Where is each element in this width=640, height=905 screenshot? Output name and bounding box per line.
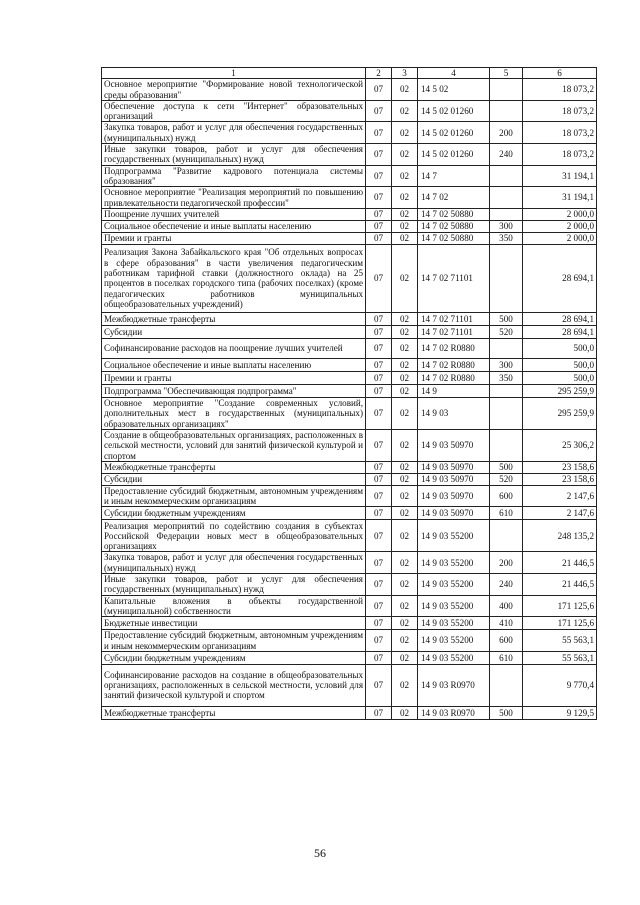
row-name: Социальное обеспечение и иные выплаты населению [102,220,366,232]
row-amount: 2 147,6 [523,485,597,507]
header-cell-amount: 6 [523,68,597,79]
row-section: 07 [366,358,392,371]
table-row [102,79,597,101]
table-row [102,429,597,461]
row-amount: 55 563,1 [523,651,597,664]
row-name: Основное мероприятие "Формирование новой технологической среды образования" [102,79,366,101]
row-section: 07 [366,122,392,144]
row-amount: 500,0 [523,371,597,384]
row-name: Подпрограмма "Обеспечивающая подпрограмма" [102,384,366,397]
row-name: Субсидии [102,325,366,338]
row-name: Поощрение лучших учителей [102,208,366,220]
row-amount: 25 306,2 [523,429,597,461]
row-target-code: 14 9 03 50970 [418,461,490,473]
row-target-code: 14 9 03 50970 [418,473,490,485]
budget-table-body [102,68,597,720]
row-amount: 18 073,2 [523,79,597,101]
row-name: Предоставление субсидий бюджетным, автономным учреждениям и иным некоммерческим организациям [102,485,366,507]
row-subsection: 02 [392,100,418,122]
table-row [102,485,597,507]
row-section: 07 [366,630,392,652]
row-expense-type [490,187,523,209]
row-section: 07 [366,338,392,358]
row-expense-type: 300 [490,358,523,371]
table-row [102,651,597,664]
row-section: 07 [366,520,392,552]
table-row [102,552,597,574]
row-target-code: 14 7 02 R0880 [418,371,490,384]
row-expense-type: 200 [490,552,523,574]
table-row [102,220,597,232]
row-subsection: 02 [392,595,418,617]
row-target-code: 14 9 03 50970 [418,485,490,507]
row-name: Бюджетные инвестиции [102,617,366,630]
row-amount: 500,0 [523,338,597,358]
row-expense-type [490,208,523,220]
row-section: 07 [366,208,392,220]
row-section: 07 [366,144,392,166]
row-name: Социальное обеспечение и иные выплаты населению [102,358,366,371]
row-expense-type: 610 [490,507,523,520]
row-name: Субсидии [102,473,366,485]
table-row [102,520,597,552]
row-expense-type [490,338,523,358]
row-section: 07 [366,397,392,429]
row-name: Иные закупки товаров, работ и услуг для обеспечения государственных (муниципальных) нужд [102,574,366,596]
row-target-code: 14 7 02 R0880 [418,358,490,371]
row-target-code: 14 9 03 55200 [418,574,490,596]
table-row [102,664,597,706]
row-expense-type: 610 [490,651,523,664]
row-target-code: 14 7 [418,165,490,187]
header-cell-expense-type: 5 [490,68,523,79]
row-section: 07 [366,325,392,338]
row-amount: 500,0 [523,358,597,371]
row-subsection: 02 [392,312,418,325]
row-section: 07 [366,617,392,630]
row-section: 07 [366,244,392,312]
row-subsection: 02 [392,144,418,166]
row-subsection: 02 [392,507,418,520]
row-section: 07 [366,371,392,384]
table-row [102,617,597,630]
table-row [102,358,597,371]
row-name: Капитальные вложения в объекты государственной (муниципальной) собственности [102,595,366,617]
row-amount: 55 563,1 [523,630,597,652]
row-target-code: 14 7 02 50880 [418,208,490,220]
row-subsection: 02 [392,485,418,507]
row-section: 07 [366,552,392,574]
row-name: Закупка товаров, работ и услуг для обеспечения государственных (муниципальных) нужд [102,122,366,144]
row-name: Субсидии бюджетным учреждениям [102,651,366,664]
row-section: 07 [366,165,392,187]
table-row [102,574,597,596]
row-target-code: 14 7 02 R0880 [418,338,490,358]
row-amount: 21 446,5 [523,552,597,574]
row-section: 07 [366,574,392,596]
row-section: 07 [366,429,392,461]
row-section: 07 [366,384,392,397]
row-subsection: 02 [392,232,418,244]
row-target-code: 14 9 [418,384,490,397]
row-amount: 23 158,6 [523,473,597,485]
table-row [102,397,597,429]
row-expense-type: 600 [490,485,523,507]
row-amount: 28 694,1 [523,325,597,338]
row-expense-type: 240 [490,144,523,166]
row-expense-type: 500 [490,706,523,719]
row-name: Основное мероприятие "Реализация мероприятий по повышению привлекательности педагогической профессии" [102,187,366,209]
row-target-code: 14 5 02 01260 [418,144,490,166]
row-expense-type [490,165,523,187]
table-row [102,706,597,719]
row-section: 07 [366,595,392,617]
row-name: Межбюджетные трансферты [102,461,366,473]
row-expense-type [490,384,523,397]
row-subsection: 02 [392,244,418,312]
row-target-code: 14 9 03 50970 [418,507,490,520]
row-subsection: 02 [392,187,418,209]
row-subsection: 02 [392,574,418,596]
row-subsection: 02 [392,461,418,473]
table-row [102,630,597,652]
row-section: 07 [366,651,392,664]
row-target-code: 14 9 03 50970 [418,429,490,461]
table-row [102,461,597,473]
header-cell-name: 1 [102,68,366,79]
row-subsection: 02 [392,358,418,371]
row-amount: 171 125,6 [523,617,597,630]
row-subsection: 02 [392,552,418,574]
table-row [102,595,597,617]
row-amount: 23 158,6 [523,461,597,473]
row-subsection: 02 [392,520,418,552]
header-row [102,68,597,79]
row-amount: 248 135,2 [523,520,597,552]
row-amount: 295 259,9 [523,397,597,429]
table-row [102,371,597,384]
row-expense-type: 300 [490,220,523,232]
row-amount: 2 000,0 [523,232,597,244]
row-target-code: 14 5 02 [418,79,490,101]
row-target-code: 14 7 02 [418,187,490,209]
row-expense-type: 350 [490,371,523,384]
row-target-code: 14 7 02 71101 [418,312,490,325]
row-name: Иные закупки товаров, работ и услуг для обеспечения государственных (муниципальных) нужд [102,144,366,166]
row-name: Закупка товаров, работ и услуг для обеспечения государственных (муниципальных) нужд [102,552,366,574]
row-name: Предоставление субсидий бюджетным, автономным учреждениям и иным некоммерческим организациям [102,630,366,652]
header-cell-target-code: 4 [418,68,490,79]
row-expense-type [490,664,523,706]
row-expense-type: 410 [490,617,523,630]
row-target-code: 14 7 02 50880 [418,220,490,232]
row-subsection: 02 [392,429,418,461]
row-name: Реализация Закона Забайкальского края "Об отдельных вопросах в сфере образования" в части увеличения педагогическим работникам тарифной ставки (должностного оклада) на 25 процентов в поселках городского типа (рабочих поселках) (кроме педагогических работников муниципальных общеобразовательных учреждений) [102,244,366,312]
row-expense-type: 520 [490,473,523,485]
row-subsection: 02 [392,397,418,429]
table-row [102,122,597,144]
row-section: 07 [366,485,392,507]
row-target-code: 14 9 03 55200 [418,651,490,664]
budget-table [101,67,597,720]
row-subsection: 02 [392,208,418,220]
row-expense-type: 400 [490,595,523,617]
row-section: 07 [366,220,392,232]
row-name: Софинансирование расходов на поощрение лучших учителей [102,338,366,358]
row-target-code: 14 5 02 01260 [418,100,490,122]
row-expense-type [490,79,523,101]
row-amount: 9 129,5 [523,706,597,719]
row-name: Основное мероприятие "Создание современных условий, дополнительных мест в государственных (муниципальных) образовательных организациях" [102,397,366,429]
row-expense-type [490,397,523,429]
row-amount: 18 073,2 [523,122,597,144]
row-target-code: 14 7 02 71101 [418,244,490,312]
row-target-code: 14 5 02 01260 [418,122,490,144]
row-subsection: 02 [392,664,418,706]
row-subsection: 02 [392,384,418,397]
row-expense-type [490,100,523,122]
row-expense-type: 520 [490,325,523,338]
table-row [102,473,597,485]
row-subsection: 02 [392,630,418,652]
table-row [102,312,597,325]
row-expense-type [490,520,523,552]
row-target-code: 14 9 03 55200 [418,617,490,630]
row-subsection: 02 [392,617,418,630]
row-subsection: 02 [392,122,418,144]
row-amount: 28 694,1 [523,312,597,325]
row-target-code: 14 9 03 [418,397,490,429]
table-row [102,187,597,209]
row-expense-type: 350 [490,232,523,244]
table-row [102,325,597,338]
row-subsection: 02 [392,165,418,187]
row-amount: 18 073,2 [523,100,597,122]
row-section: 07 [366,232,392,244]
row-expense-type: 240 [490,574,523,596]
row-section: 07 [366,187,392,209]
row-section: 07 [366,79,392,101]
row-expense-type: 500 [490,461,523,473]
table-row [102,100,597,122]
row-amount: 9 770,4 [523,664,597,706]
row-target-code: 14 9 03 55200 [418,595,490,617]
row-expense-type: 600 [490,630,523,652]
row-amount: 295 259,9 [523,384,597,397]
row-section: 07 [366,507,392,520]
row-subsection: 02 [392,338,418,358]
row-section: 07 [366,664,392,706]
row-amount: 28 694,1 [523,244,597,312]
row-expense-type [490,244,523,312]
row-expense-type: 200 [490,122,523,144]
row-name: Реализация мероприятий по содействию создания в субъектах Российской Федерации новых мест в общеобразовательных организациях [102,520,366,552]
page-number: 56 [314,846,326,860]
row-name: Межбюджетные трансферты [102,312,366,325]
row-name: Премии и гранты [102,232,366,244]
row-amount: 171 125,6 [523,595,597,617]
row-name: Субсидии бюджетным учреждениям [102,507,366,520]
row-expense-type [490,429,523,461]
row-target-code: 14 9 03 R0970 [418,706,490,719]
row-target-code: 14 9 03 R0970 [418,664,490,706]
table-row [102,244,597,312]
row-section: 07 [366,706,392,719]
row-name: Межбюджетные трансферты [102,706,366,719]
row-amount: 2 000,0 [523,220,597,232]
row-amount: 2 000,0 [523,208,597,220]
row-amount: 21 446,5 [523,574,597,596]
row-subsection: 02 [392,706,418,719]
row-subsection: 02 [392,371,418,384]
row-amount: 2 147,6 [523,507,597,520]
row-name: Софинансирование расходов на создание в общеобразовательных организациях, расположенных в сельской местности, условий для занятий физической культурой и спортом [102,664,366,706]
row-target-code: 14 7 02 71101 [418,325,490,338]
header-cell-subsection: 3 [392,68,418,79]
row-amount: 31 194,1 [523,165,597,187]
header-cell-section: 2 [366,68,392,79]
row-name: Обеспечение доступа к сети "Интернет" образовательных организаций [102,100,366,122]
row-section: 07 [366,473,392,485]
row-subsection: 02 [392,651,418,664]
row-section: 07 [366,312,392,325]
row-target-code: 14 9 03 55200 [418,552,490,574]
row-subsection: 02 [392,79,418,101]
row-amount: 18 073,2 [523,144,597,166]
row-amount: 31 194,1 [523,187,597,209]
table-row [102,384,597,397]
row-name: Подпрограмма "Развитие кадрового потенциала системы образования" [102,165,366,187]
row-name: Премии и гранты [102,371,366,384]
table-row [102,144,597,166]
row-subsection: 02 [392,220,418,232]
table-row [102,208,597,220]
row-target-code: 14 7 02 50880 [418,232,490,244]
row-expense-type: 500 [490,312,523,325]
table-row [102,232,597,244]
table-row [102,507,597,520]
table-row [102,165,597,187]
row-subsection: 02 [392,325,418,338]
row-name: Создание в общеобразовательных организациях, расположенных в сельской местности, условий для занятий физической культурой и спортом [102,429,366,461]
row-section: 07 [366,100,392,122]
row-section: 07 [366,461,392,473]
table-row [102,338,597,358]
row-target-code: 14 9 03 55200 [418,520,490,552]
row-target-code: 14 9 03 55200 [418,630,490,652]
row-subsection: 02 [392,473,418,485]
